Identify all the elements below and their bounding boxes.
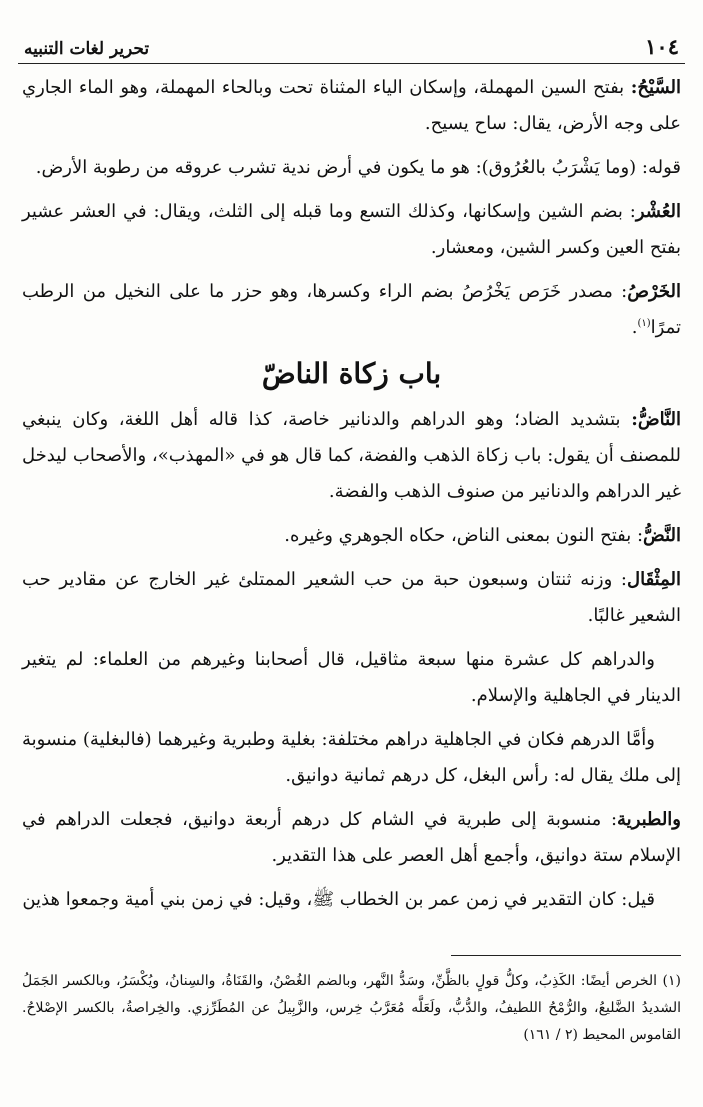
paragraph-jahiliya [22, 722, 681, 794]
footnote: (١) الخرص أيضًا: الكَذِبُ، وكلُّ قولٍ بالظَّنِّ، وسَدُّ النَّهر، وبالضم الغُصْنُ، والقَنَاةُ، والسِنانُ، ويُكْسَرُ، وبالكسر الجَمَلُ الشديدُ الضَّليعُ، والرُّمْحُ اللطيفُ، والدُّبُّ، ولَعَلَّه مُعَرَّبُ خِرس، والزَّبِيلُ عن المُطَرِّزي. والخِراصةُ، بالكسر الإصْلاحُ. القاموس المحيط (٢ / ١٦١) [22, 973, 681, 1043]
entry-uruq [22, 150, 681, 186]
entry-nadd-2 [22, 518, 681, 554]
entry-text: : وزنه ثنتان وسبعون حبة من حب الشعير الممتلئ غير الخارج عن مقادير حب الشعير غالبًا. [22, 569, 681, 626]
entry-text: : بضم الشين وإسكانها، وكذلك التسع وما قبله إلى الثلث، ويقال: في العشر عشير بفتح العين وكسر الشين، ومعشار. [22, 201, 681, 258]
book-title: تحرير لغات التنبيه [24, 39, 150, 59]
entry-text: قوله: (وما يَشْرَبُ بالعُرُوق): هو ما يكون في أرض ندية تشرب عروقه من رطوبة الأرض. [35, 157, 681, 178]
entry-term: السَّيْحُ: [630, 77, 681, 98]
entry-text-end: . [631, 317, 638, 338]
entry-term: النَّاضُّ: [631, 409, 681, 430]
entry-text: بفتح السين المهملة، وإسكان الياء المثناة تحت وبالحاء المهملة، وهو الماء الجاري على وجه الأرض، يقال: ساح يسيح. [22, 77, 681, 134]
footnote-reference[interactable]: (١) [637, 318, 651, 329]
entry-term: والطبرية [617, 809, 681, 830]
section-heading: باب زكاة الناضّ [261, 357, 442, 390]
entry-term: العُشْر [635, 201, 681, 222]
entry-term: النَّضُّ [643, 525, 681, 546]
paragraph-text: وأمَّا الدرهم فكان في الجاهلية دراهم مختلفة: بغلية وطبرية وغيرهما (فالبغلية) منسوبة إلى ملك يقال له: رأس البغل، كل درهم ثمانية دوانيق. [22, 729, 681, 786]
paragraph-dirham [22, 642, 681, 714]
entry-khars [22, 274, 681, 346]
entry-sayh [22, 70, 681, 142]
page-number: ١٠٤ [645, 34, 679, 59]
entry-text: : منسوبة إلى طبرية في الشام كل درهم أربعة دوانيق، فجعلت الدراهم في الإسلام ستة دوانيق، وأجمع أهل العصر على هذا التقدير. [22, 809, 681, 866]
entry-text: : بفتح النون بمعنى الناض، حكاه الجوهري وغيره. [284, 525, 644, 546]
paragraph-text: قيل: كان التقدير في زمن عمر بن الخطاب ﷺ، وقيل: في زمن بني أمية وجمعوا هذين [22, 889, 655, 910]
entry-term: الخَرْصُ [627, 281, 682, 302]
book-page [18, 30, 685, 1087]
entry-mithqal [22, 562, 681, 634]
entry-tabariya [22, 802, 681, 874]
main-text [18, 64, 685, 918]
entry-term: المِثْقَال [627, 569, 681, 590]
running-header [18, 30, 685, 64]
footnote-divider [451, 955, 681, 956]
entry-text: : مصدر خَرَص يَخْرُصُ بضم الراء وكسرها، وهو حزر ما على النخيل من الرطب تمرًا [22, 281, 681, 338]
entry-text: بتشديد الضاد؛ وهو الدراهم والدنانير خاصة، كذا قاله أهل اللغة، وكان ينبغي للمصنف أن يقول: باب زكاة الذهب والفضة، كما قال هو في «المهذب»، والأصحاب ليدخل غير الدراهم والدنانير من صنوف الذهب والفضة. [22, 409, 681, 502]
paragraph-taqdir [22, 882, 681, 918]
entry-ushr [22, 194, 681, 266]
paragraph-text: والدراهم كل عشرة منها سبعة مثاقيل، قال أصحابنا وغيرهم من العلماء: لم يتغير الدينار في الجاهلية والإسلام. [22, 649, 681, 706]
entry-nadd [22, 402, 681, 510]
